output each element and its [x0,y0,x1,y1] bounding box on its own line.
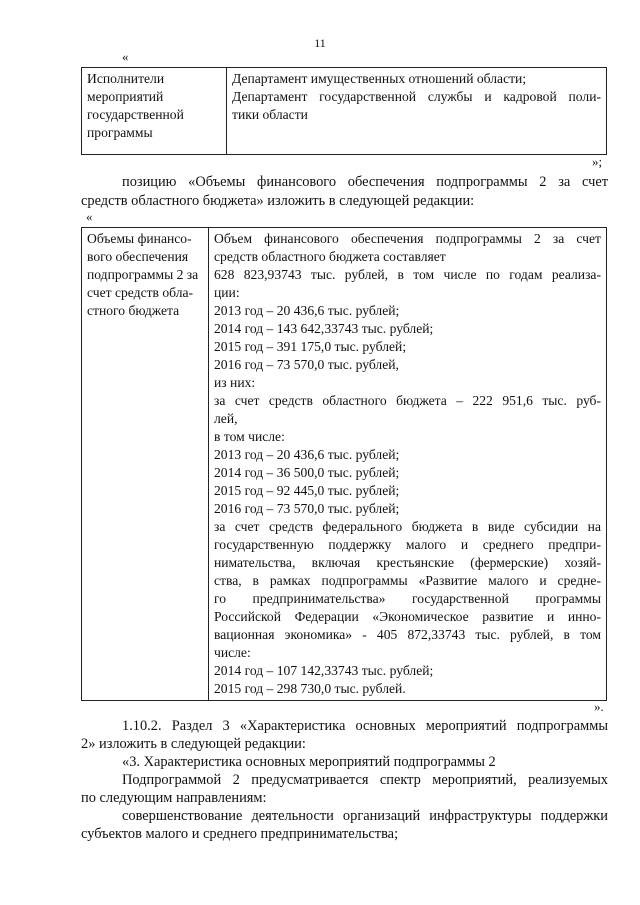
funding-line: за счет средств федерального бюджета в виде субсидии на [214,519,601,534]
funding-line: 2016 год – 73 570,0 тыс. рублей; [214,501,400,516]
section-para-4-line-1: совершенствование деятельности организаций инфраструктуры поддержки [122,808,608,824]
funding-line: ства, в рамках подпрограммы «Развитие малого и средне- [214,573,601,588]
close-quote-2: ». [594,699,604,714]
section-para-3-line-1: Подпрограммой 2 предусматривается спектр мероприятий, реализуемых [122,772,608,788]
funding-value-cell [209,228,607,701]
funding-line: 2014 год – 143 642,33743 тыс. рублей; [214,321,434,336]
section-para-1-line-1: 1.10.2. Раздел 3 «Характеристика основных мероприятий подпрограммы [122,718,608,734]
table-row [82,68,607,155]
funding-line: 2016 год – 73 570,0 тыс. рублей, [214,357,399,372]
page-number: 11 [314,36,326,50]
funding-label-line: счет средств обла- [87,285,194,300]
section-para-3-line-2: по следующим направлениям: [81,790,267,806]
table-row [82,228,607,701]
intro-line-2: средств областного бюджета» изложить в следующей редакции: [81,193,475,209]
funding-label-line: стного бюджета [87,303,180,318]
executors-line: Департамент государственной службы и кадровой поли- [232,89,601,104]
section-para-1-line-2: 2» изложить в следующей редакции: [81,736,306,752]
funding-line: 2015 год – 391 175,0 тыс. рублей; [214,339,407,354]
funding-line: 2014 год – 36 500,0 тыс. рублей; [214,465,400,480]
funding-line: го предпринимательства» государственной программы [214,591,601,606]
funding-line: 628 823,93743 тыс. рублей, в том числе по годам реализа- [214,267,601,282]
funding-label-line: Объемы финансо- [87,231,192,246]
funding-line: числе: [214,645,251,660]
funding-line: в том числе: [214,429,285,444]
executors-table [81,67,607,155]
funding-line: вационная экономика» - 405 872,33743 тыс. рублей, в том [214,627,601,642]
funding-line: государственную поддержку малого и среднего предпри- [214,537,601,552]
funding-line: нимательства, включая крестьянские (фермерские) хозяй- [214,555,601,570]
intro-line-1: позицию «Объемы финансового обеспечения подпрограммы 2 за счет [122,174,608,190]
funding-line: 2014 год – 107 142,33743 тыс. рублей; [214,663,434,678]
funding-label-line: вого обеспечения [87,249,189,264]
funding-line: 2013 год – 20 436,6 тыс. рублей; [214,447,400,462]
executors-line: тики области [232,107,308,122]
executors-label-cell [82,68,227,155]
funding-line: средств областного бюджета составляет [214,249,446,264]
executors-line: Департамент имущественных отношений области; [232,71,527,86]
section-para-4-line-2: субъектов малого и среднего предпринимательства; [81,826,399,842]
funding-line: 2013 год – 20 436,6 тыс. рублей; [214,303,400,318]
funding-label-line: подпрограммы 2 за [87,267,199,282]
close-quote-1: »; [592,154,603,169]
funding-line: 2015 год – 92 445,0 тыс. рублей; [214,483,400,498]
funding-line: ции: [214,285,240,300]
funding-line: Объем финансового обеспечения подпрограммы 2 за счет [214,231,601,246]
section-heading: «3. Характеристика основных мероприятий подпрограммы 2 [122,754,496,770]
open-quote-1: « [122,49,129,64]
funding-line: лей, [214,411,238,426]
funding-line: Российской Федерации «Экономическое развитие и инно- [214,609,601,624]
executors-value-cell [227,68,607,155]
funding-line: из них: [214,375,256,390]
executors-label: Исполнители мероприятий государственной программы [87,71,184,140]
funding-label-cell [82,228,209,701]
funding-table [81,227,607,701]
open-quote-2: « [86,209,93,224]
funding-line: за счет средств областного бюджета – 222 951,6 тыс. руб- [214,393,601,408]
funding-line: 2015 год – 298 730,0 тыс. рублей. [214,681,406,696]
